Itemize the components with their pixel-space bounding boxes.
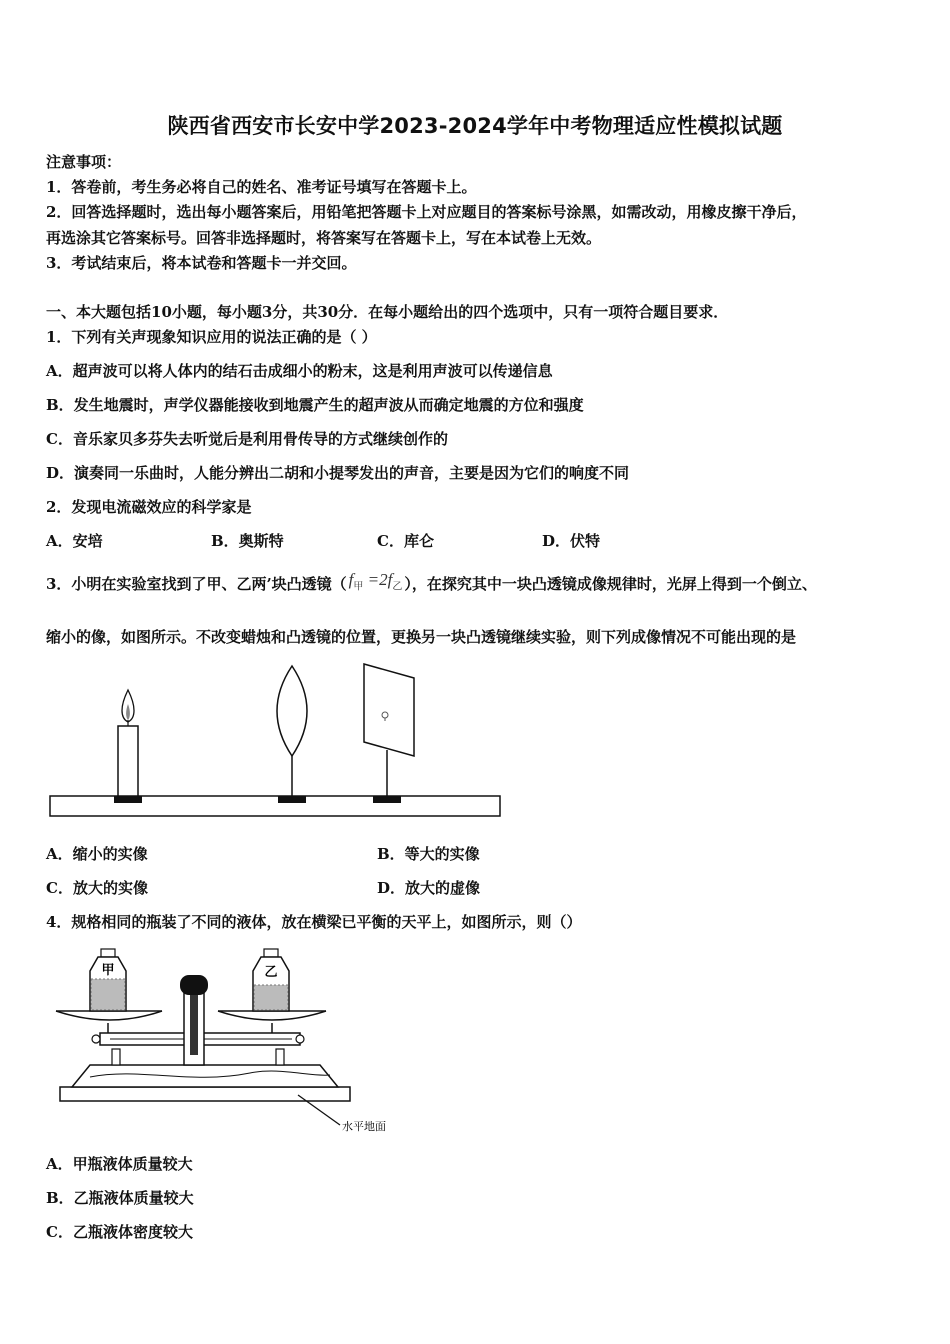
formula-f1: f (348, 570, 354, 589)
q1-option-c: C．音乐家贝多芬失去听觉后是利用骨传导的方式继续创作的 (46, 430, 448, 448)
q4-stem: 4．规格相同的瓶装了不同的液体，放在横梁已平衡的天平上，如图所示，则（） (46, 913, 582, 931)
q3-option-b: B．等大的实像 (377, 845, 480, 863)
label-jia: 甲 (101, 963, 115, 978)
optical-bench-figure (46, 660, 506, 822)
label-yi: 乙 (264, 965, 278, 980)
q3-stem-line2: 缩小的像，如图所示。不改变蜡烛和凸透镜的位置，更换另一块凸透镜继续实验，则下列成像情况不可能出现的是 (46, 628, 797, 646)
q3-option-a: A．缩小的实像 (46, 845, 148, 863)
q3-option-d: D．放大的虚像 (377, 879, 481, 897)
q4-option-c: C．乙瓶液体密度较大 (46, 1223, 193, 1241)
right-pan (218, 1011, 326, 1033)
q4-option-b: B．乙瓶液体质量较大 (46, 1189, 194, 1207)
q3-stem-line1 (46, 570, 817, 597)
q3-stem-part1: 3．小明在实验室找到了甲、乙两’块凸透镜（ (46, 575, 347, 593)
ground-plate (60, 1087, 350, 1101)
notice-heading: 注意事项： (46, 153, 122, 171)
ground-label: 水平地面 (342, 1120, 386, 1133)
q1-option-a: A．超声波可以将人体内的结石击成细小的粉末，这是利用声波可以传递信息 (46, 362, 553, 380)
q1-stem: 1．下列有关声现象知识应用的说法正确的是（ ） (46, 328, 377, 346)
bottle-jia (90, 949, 126, 1011)
focal-length-formula (349, 570, 403, 597)
section-1-heading: 一、本大题包括10小题，每小题3分，共30分．在每小题给出的四个选项中，只有一项符合题目要求． (46, 303, 729, 321)
formula-eq: =2 (363, 570, 388, 589)
notice-item-2-line1: 2．回答选择题时，选出每小题答案后，用铅笔把答题卡上对应题目的答案标号涂黑，如需改动，用橡皮擦干净后， (46, 203, 807, 221)
formula-sub2: 乙 (392, 581, 403, 593)
notice-item-3: 3．考试结束后，将本试卷和答题卡一并交回。 (46, 254, 357, 272)
light-screen (364, 664, 414, 803)
formula-sub1: 甲 (353, 581, 364, 593)
page-title: 陕西省西安市长安中学2023-2024学年中考物理适应性模拟试题 (167, 114, 783, 138)
q3-option-c: C．放大的实像 (46, 879, 148, 897)
bottle-yi (253, 949, 289, 1011)
convex-lens (277, 666, 307, 803)
q1-option-d: D．演奏同一乐曲时，人能分辨出二胡和小提琴发出的声音，主要是因为它们的响度不同 (46, 464, 630, 482)
formula-f2: f (387, 570, 393, 589)
candle (114, 690, 142, 803)
scale-base (72, 1065, 338, 1087)
q2-option-b: B．奥斯特 (211, 532, 284, 550)
balance-scale-figure (50, 945, 410, 1140)
notice-item-1: 1．答卷前，考生务必将自己的姓名、准考证号填写在答题卡上。 (46, 178, 477, 196)
q2-option-a: A．安培 (46, 532, 103, 550)
left-pan (56, 1011, 162, 1033)
q3-stem-part2: ），在探究其中一块凸透镜成像规律时，光屏上得到一个倒立、 (404, 575, 817, 593)
q2-stem: 2．发现电流磁效应的科学家是 (46, 498, 252, 516)
q1-option-b: B．发生地震时，声学仪器能接收到地震产生的超声波从而确定地震的方位和强度 (46, 396, 584, 414)
q4-option-a: A．甲瓶液体质量较大 (46, 1155, 193, 1173)
q2-option-d: D．伏特 (542, 532, 601, 550)
q2-option-c: C．库仑 (377, 532, 434, 550)
notice-item-2-line2: 再选涂其它答案标号。回答非选择题时，将答案写在答题卡上，写在本试卷上无效。 (46, 229, 602, 247)
